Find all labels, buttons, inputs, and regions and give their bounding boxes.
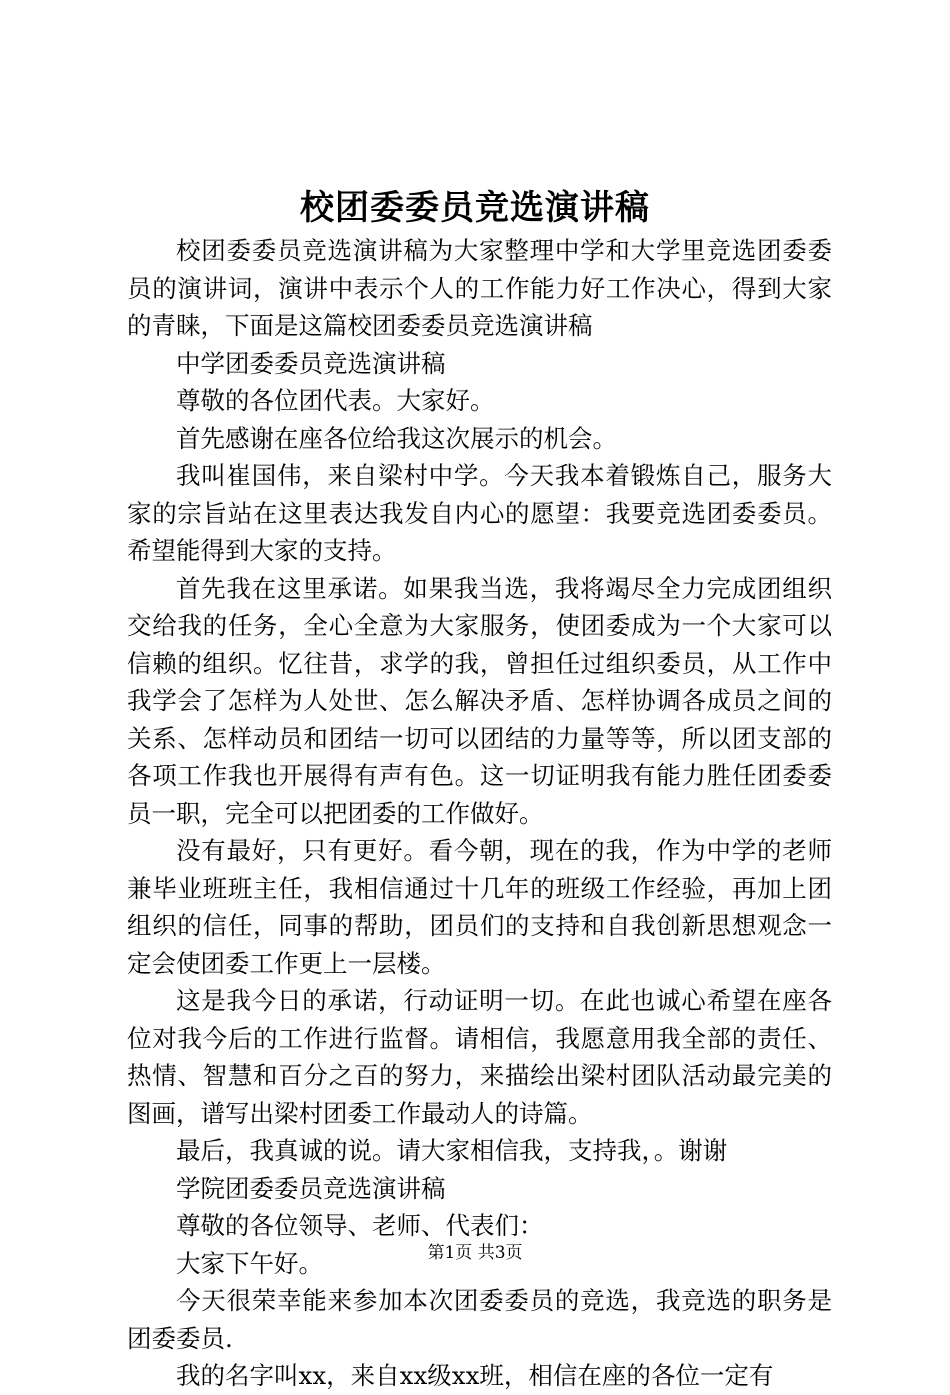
paragraph-college-greeting: 尊敬的各位领导、老师、代表们： bbox=[176, 1211, 544, 1240]
paragraph-thanks: 首先感谢在座各位给我这次展示的机会。 bbox=[176, 423, 617, 453]
paragraph-promise: 首先我在这里承诺。如果我当选，我将竭尽全力完成团组织交给我的任务，全心全意为大家服务，使团委成为一个大家可以信赖的组织。忆往昔，求学的我，曾担任过组织委员，从工作中我学会了怎样为人处世、怎么解决矛盾、怎样协调各成员之间的关系、怎样动员和团结一切可以团结的力量等等，所以团支部的各项工作我也开展得有声有色。这一切证明我有能力胜任团委委员一职，完全可以把团委的工作做好。 bbox=[127, 573, 832, 828]
paragraph-good-afternoon: 大家下午好。 bbox=[176, 1248, 323, 1278]
paragraph-name-intro: 我的名字叫xx，来自xx级xx班，相信在座的各位一定有 bbox=[176, 1361, 774, 1390]
paragraph-experience: 没有最好，只有更好。看今朝，现在的我，作为中学的老师兼毕业班班主任，我相信通过十几年的班级工作经验，再加上团组织的信任，同事的帮助，团员们的支持和自我创新思想观念一定会使团委工作更上一层楼。 bbox=[127, 836, 832, 978]
document-title: 校团委委员竞选演讲稿 bbox=[300, 188, 650, 228]
paragraph-honor: 今天很荣幸能来参加本次团委委员的竞选，我竞选的职务是团委委员. bbox=[127, 1286, 832, 1353]
paragraph-section-heading-college: 学院团委委员竞选演讲稿 bbox=[176, 1173, 446, 1203]
paragraph-intro: 校团委委员竞选演讲稿为大家整理中学和大学里竞选团委委员的演讲词，演讲中表示个人的工作能力好工作决心，得到大家的青睐，下面是这篇校团委委员竞选演讲稿 bbox=[127, 236, 832, 340]
paragraph-section-heading-middle-school: 中学团委委员竞选演讲稿 bbox=[176, 348, 446, 378]
paragraph-greeting: 尊敬的各位团代表。大家好。 bbox=[176, 386, 495, 415]
paragraph-closing: 最后，我真诚的说。请大家相信我，支持我，。谢谢 bbox=[176, 1136, 728, 1165]
paragraph-commitment: 这是我今日的承诺，行动证明一切。在此也诚心希望在座各位对我今后的工作进行监督。请相信，我愿意用我全部的责任、热情、智慧和百分之百的努力，来描绘出梁村团队活动最完美的图画，谱写出梁村团委工作最动人的诗篇。 bbox=[127, 986, 832, 1128]
page-number-footer: 第1页 共3页 bbox=[427, 1243, 523, 1263]
paragraph-self-introduction: 我叫崔国伟，来自梁村中学。今天我本着锻炼自己，服务大家的宗旨站在这里表达我发自内心的愿望：我要竞选团委委员。希望能得到大家的支持。 bbox=[127, 461, 832, 565]
document-body bbox=[127, 232, 832, 1395]
